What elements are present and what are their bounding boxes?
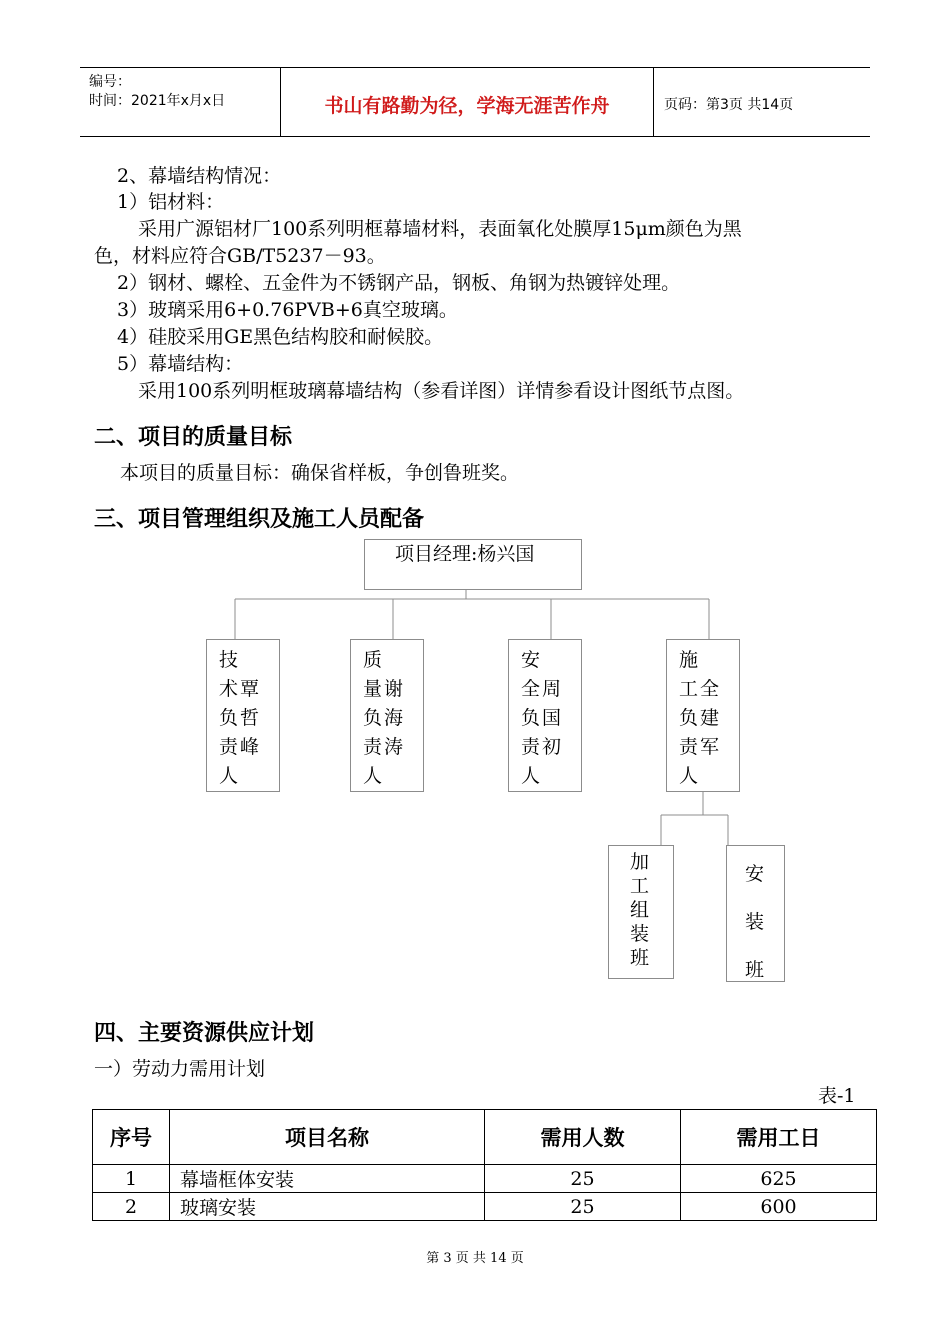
org-quality-name: 谢 海 涛: [384, 678, 404, 758]
item4: 4）硅胶采用GE黑色结构胶和耐候胶。: [117, 326, 444, 348]
cell-headcount: 25: [485, 1193, 681, 1221]
item1-body-line1: 采用广源铝材厂100系列明框幕墙材料，表面氧化处膜厚15μm颜色为黑: [138, 218, 742, 240]
org-tech-box: [206, 639, 280, 792]
org-quality-box: [350, 639, 424, 792]
cell-item-name: 幕墙框体安装: [170, 1165, 485, 1193]
item1-body-line2: 色，材料应符合GB/T5237－93。: [94, 245, 386, 267]
header-page-info: 页码：第3页 共14页: [664, 97, 794, 113]
cell-workdays: 625: [681, 1165, 877, 1193]
table-row: [93, 1193, 877, 1221]
date-label: 时间：2021年x月x日: [89, 93, 226, 109]
table-label: 表-1: [818, 1085, 856, 1107]
cell-workdays: 600: [681, 1193, 877, 1221]
org-quality-left: 质 量 负 责 人: [363, 649, 383, 787]
org-heading: 三、项目管理组织及施工人员配备: [94, 506, 425, 532]
org-safety-box: [508, 639, 582, 792]
quality-heading: 二、项目的质量目标: [94, 424, 293, 450]
org-construction-box: [666, 639, 740, 792]
resources-sub: 一）劳动力需用计划: [94, 1058, 266, 1080]
quality-body: 本项目的质量目标：确保省样板，争创鲁班奖。: [120, 462, 520, 484]
org-team1-box: [608, 845, 674, 979]
header-motto: 书山有路勤为径，学海无涯苦作舟: [324, 95, 610, 117]
item5-body: 采用100系列明框玻璃幕墙结构（参看详图）详情参看设计图纸节点图。: [138, 380, 745, 402]
cell-index: 1: [93, 1165, 170, 1193]
org-safety-left: 安 全 负 责 人: [521, 649, 541, 787]
org-team1: 加 工 组 装 班: [630, 851, 650, 969]
resources-heading: 四、主要资源供应计划: [94, 1020, 315, 1046]
cell-index: 2: [93, 1193, 170, 1221]
col-index: 序号: [93, 1110, 170, 1165]
item3: 3）玻璃采用6+0.76PVB+6真空玻璃。: [117, 299, 458, 321]
col-item-name: 项目名称: [170, 1110, 485, 1165]
col-headcount: 需用人数: [485, 1110, 681, 1165]
item1-title: 1）铝材料：: [117, 191, 225, 213]
org-construction-name: 全 建 军: [700, 678, 720, 758]
doc-number-label: 编号：: [89, 74, 131, 90]
item5-title: 5）幕墙结构：: [117, 353, 244, 375]
org-manager-box: [364, 539, 582, 590]
table-header-row: [93, 1110, 877, 1165]
labor-table: [92, 1109, 877, 1221]
structure-title: 2、幕墙结构情况：: [117, 165, 282, 187]
page-footer: 第 3 页 共 14 页: [426, 1251, 524, 1266]
cell-headcount: 25: [485, 1165, 681, 1193]
org-tech-left: 技 术 负 责 人: [219, 649, 239, 787]
item2: 2）钢材、螺栓、五金件为不锈钢产品，钢板、角钢为热镀锌处理。: [117, 272, 681, 294]
org-construction-left: 施 工 负 责 人: [679, 649, 699, 787]
cell-item-name: 玻璃安装: [170, 1193, 485, 1221]
org-team2: 安 装 班: [745, 863, 765, 981]
table-row: [93, 1165, 877, 1193]
org-safety-name: 周 国 初: [542, 678, 562, 758]
org-tech-name: 覃 哲 峰: [240, 678, 260, 758]
col-workdays: 需用工日: [681, 1110, 877, 1165]
org-manager: 项目经理:杨兴国: [395, 543, 535, 565]
org-team2-box: [726, 845, 785, 982]
